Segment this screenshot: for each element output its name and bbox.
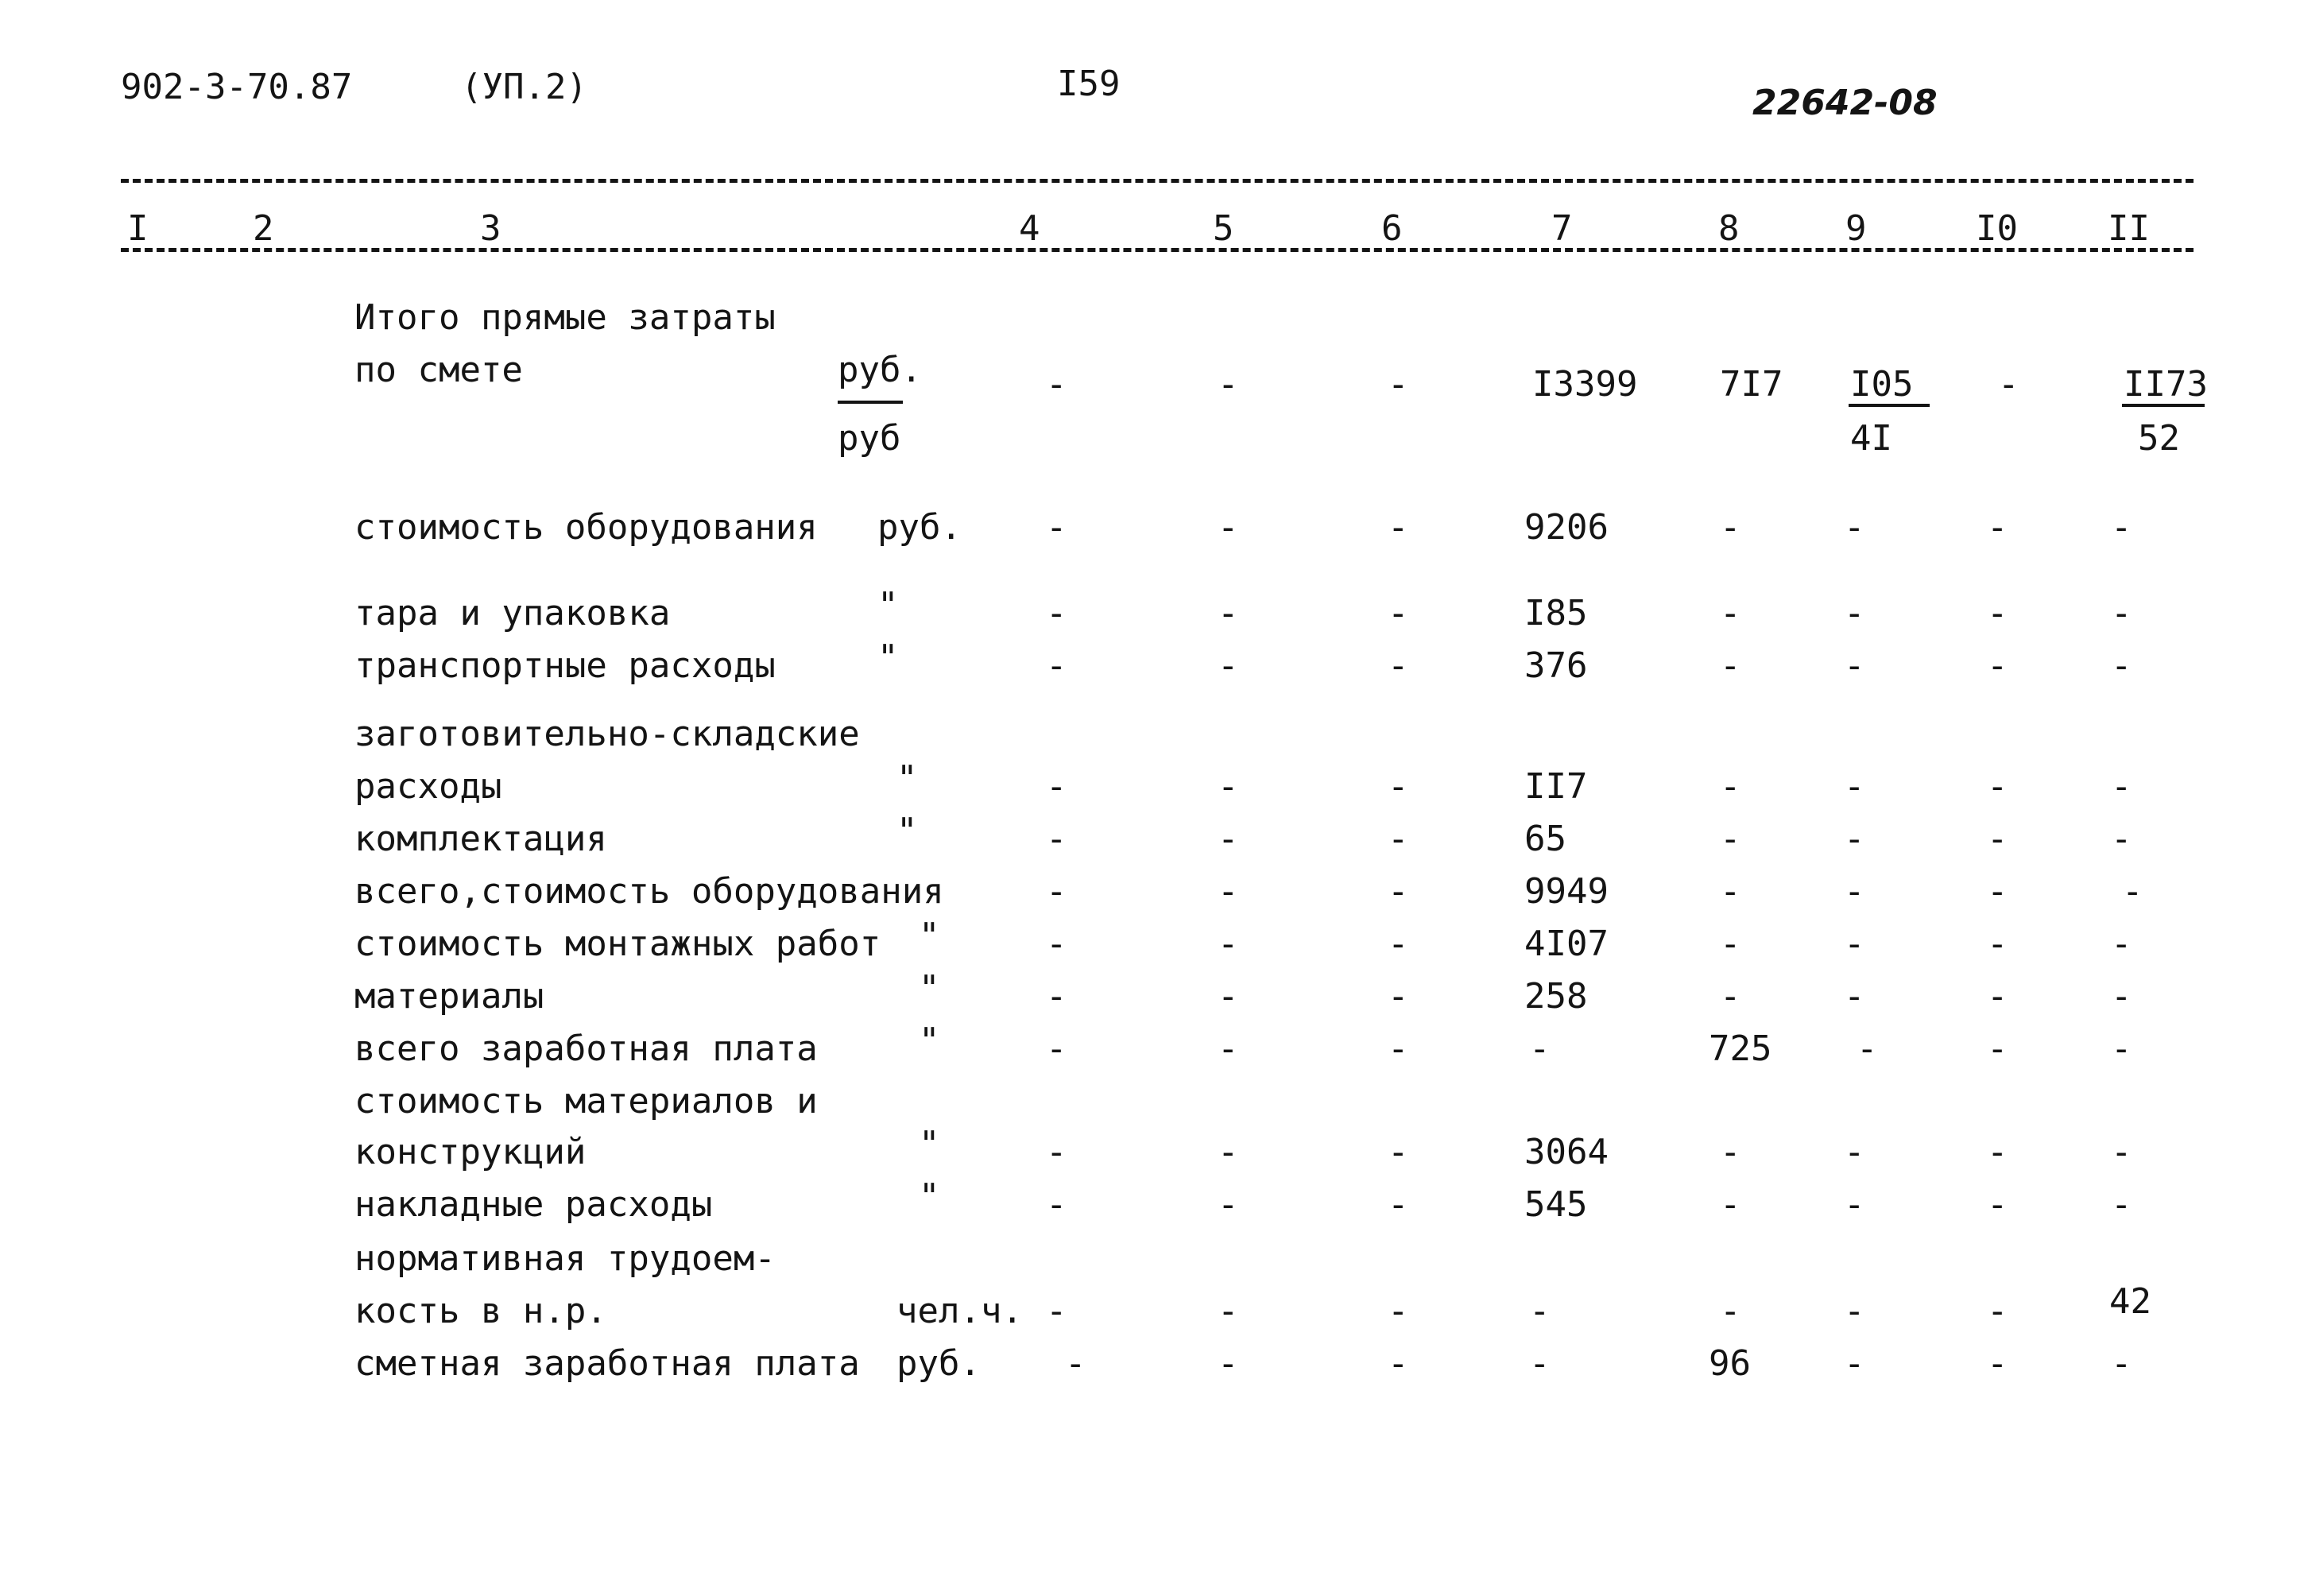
row-unit: руб. — [896, 1343, 981, 1384]
cell-col10: - — [1987, 1028, 2008, 1069]
row-unit: чел.ч. — [896, 1291, 1023, 1331]
cell-col8: - — [1720, 645, 1741, 686]
cell-col9: - — [1844, 507, 1865, 548]
cell-col10: - — [1987, 1343, 2008, 1384]
cell-col5: - — [1218, 871, 1239, 912]
cell-col6: - — [1388, 593, 1409, 633]
cell-col8: - — [1720, 1184, 1741, 1225]
row-label: нормативная трудоем- — [354, 1238, 776, 1279]
cell-col8: - — [1720, 593, 1741, 633]
cell-col11: 42 — [2109, 1281, 2151, 1322]
cell-col6: - — [1388, 819, 1409, 859]
cell-col10: - — [1987, 766, 2008, 807]
row-label: накладные расходы — [354, 1184, 713, 1225]
cell-col10: - — [1987, 1132, 2008, 1172]
cell-col8: 96 — [1709, 1343, 1751, 1384]
row-label: сметная заработная плата — [354, 1343, 860, 1384]
cell-col4: - — [1046, 645, 1067, 686]
cell-col9: - — [1844, 924, 1865, 964]
row-label: расходы — [354, 766, 502, 807]
cell-col8: 725 — [1709, 1028, 1772, 1069]
row-label: конструкций — [354, 1132, 587, 1172]
cell-col8: - — [1720, 1291, 1741, 1331]
row-label: стоимость материалов и — [354, 1081, 818, 1121]
cell-col9: - — [1844, 766, 1865, 807]
cell-col8: - — [1720, 819, 1741, 859]
cell-col7: - — [1529, 1028, 1551, 1069]
cell-col7: II7 — [1524, 766, 1588, 807]
cell-col7: 65 — [1524, 819, 1566, 859]
cell-col7: 3064 — [1524, 1132, 1609, 1172]
col-header-6: 6 — [1381, 208, 1403, 249]
cell-col5: - — [1218, 766, 1239, 807]
cell-col4: - — [1046, 766, 1067, 807]
row-label: транспортные расходы — [354, 645, 776, 686]
cell-col9: - — [1844, 976, 1865, 1017]
cell-col6: - — [1388, 871, 1409, 912]
col-header-8: 8 — [1718, 208, 1740, 249]
cell-col5: - — [1218, 1184, 1239, 1225]
cell-col9: - — [1844, 1343, 1865, 1384]
cell-col5: - — [1218, 1028, 1239, 1069]
cell-col6: - — [1388, 1132, 1409, 1172]
row-unit: руб. — [877, 507, 962, 548]
row-label: всего,стоимость оборудования — [354, 871, 944, 912]
row-label: стоимость оборудования — [354, 507, 818, 548]
cell-col5: - — [1218, 819, 1239, 859]
cell-col7: 376 — [1524, 645, 1588, 686]
row-unit: " — [919, 1176, 940, 1217]
cell-col6: - — [1388, 1028, 1409, 1069]
col-header-7: 7 — [1551, 208, 1573, 249]
cell-col5: - — [1218, 1291, 1239, 1331]
row-label: тара и упаковка — [354, 593, 671, 633]
album-label: (УП.2) — [461, 67, 587, 107]
cell-col6: - — [1388, 766, 1409, 807]
cell-col11: II73 — [2124, 364, 2208, 405]
cell-col6: - — [1388, 1343, 1409, 1384]
cell-col10: - — [1998, 364, 2019, 405]
cell-col6: - — [1388, 1291, 1409, 1331]
cell-col4: - — [1046, 1291, 1067, 1331]
cell-col11: - — [2111, 1184, 2132, 1225]
cell-col10: - — [1987, 1184, 2008, 1225]
cell-col7: - — [1529, 1343, 1551, 1384]
cell-col8: - — [1720, 507, 1741, 548]
cell-col5: - — [1218, 1343, 1239, 1384]
cell-col4: - — [1046, 1028, 1067, 1069]
cell-col7: I85 — [1524, 593, 1588, 633]
cell-col11: - — [2111, 593, 2132, 633]
cell-col9: - — [1844, 871, 1865, 912]
cell-col4: - — [1046, 1184, 1067, 1225]
cell-col8: - — [1720, 766, 1741, 807]
row-unit: " — [896, 811, 918, 851]
cell-col7: - — [1529, 1291, 1551, 1331]
cell-col9: - — [1844, 1184, 1865, 1225]
cell-col9: - — [1844, 819, 1865, 859]
cell-col11: - — [2122, 871, 2143, 912]
cell-col11: - — [2111, 1343, 2132, 1384]
row-label: комплектация — [354, 819, 607, 859]
cell-col9: I05 — [1850, 364, 1914, 405]
col-header-4: 4 — [1019, 208, 1040, 249]
cell-col9: - — [1844, 593, 1865, 633]
page-number: I59 — [1057, 64, 1121, 104]
row-label: стоимость монтажных работ — [354, 924, 881, 964]
cell-col7: 258 — [1524, 976, 1588, 1017]
cell-col5: - — [1218, 1132, 1239, 1172]
row-label: Итого прямые затраты — [354, 297, 776, 338]
row-unit: " — [877, 585, 899, 626]
cell-col6: - — [1388, 645, 1409, 686]
cell-col8: 7I7 — [1720, 364, 1783, 405]
row-unit: " — [877, 637, 899, 678]
col-header-11: II — [2108, 208, 2150, 249]
cell-col11: - — [2111, 766, 2132, 807]
cell-col10: - — [1987, 1291, 2008, 1331]
cell-col6: - — [1388, 924, 1409, 964]
cell-col11: - — [2111, 819, 2132, 859]
cell-col9-fraction-line — [1849, 404, 1930, 407]
col-header-10: I0 — [1976, 208, 2018, 249]
cell-col4: - — [1046, 871, 1067, 912]
cell-col11: - — [2111, 1028, 2132, 1069]
cell-col5: - — [1218, 507, 1239, 548]
cell-col7: 9206 — [1524, 507, 1609, 548]
cell-col4: - — [1065, 1343, 1086, 1384]
cell-col9: - — [1844, 1291, 1865, 1331]
cell-col6: - — [1388, 1184, 1409, 1225]
cell-col4: - — [1046, 819, 1067, 859]
row-label: всего заработная плата — [354, 1028, 818, 1069]
cell-col10: - — [1987, 871, 2008, 912]
cell-col10: - — [1987, 593, 2008, 633]
cell-col10: - — [1987, 924, 2008, 964]
cell-col5: - — [1218, 976, 1239, 1017]
cell-col10: - — [1987, 645, 2008, 686]
cell-col11: - — [2111, 1132, 2132, 1172]
cell-col9: - — [1857, 1028, 1878, 1069]
cell-col10: - — [1987, 976, 2008, 1017]
cell-col4: - — [1046, 1132, 1067, 1172]
cell-col6: - — [1388, 364, 1409, 405]
row-unit: " — [919, 916, 940, 956]
cell-col9-denominator: 4I — [1850, 418, 1892, 459]
cell-col8: - — [1720, 976, 1741, 1017]
row-unit: " — [919, 1021, 940, 1061]
cell-col11: - — [2111, 976, 2132, 1017]
cell-col4: - — [1046, 976, 1067, 1017]
unit-fraction-line — [838, 401, 903, 404]
cell-col7: 4I07 — [1524, 924, 1609, 964]
col-header-2: 2 — [253, 208, 274, 249]
cell-col4: - — [1046, 507, 1067, 548]
cell-col10: - — [1987, 507, 2008, 548]
table-header-rule — [121, 248, 2194, 252]
row-unit: руб. — [838, 350, 922, 390]
row-unit-denominator: руб — [838, 418, 901, 459]
cell-col11-fraction-line — [2122, 404, 2205, 407]
cell-col4: - — [1046, 593, 1067, 633]
col-header-9: 9 — [1845, 208, 1867, 249]
row-label: материалы — [354, 976, 544, 1017]
cell-col4: - — [1046, 364, 1067, 405]
cell-col8: - — [1720, 924, 1741, 964]
cell-col5: - — [1218, 593, 1239, 633]
row-unit: " — [919, 1124, 940, 1164]
row-label: кость в н.р. — [354, 1291, 607, 1331]
cell-col7: I3399 — [1532, 364, 1638, 405]
col-header-1: I — [127, 208, 149, 249]
cell-col11: - — [2111, 645, 2132, 686]
row-unit: " — [919, 968, 940, 1009]
cell-col6: - — [1388, 507, 1409, 548]
row-unit: " — [896, 758, 918, 799]
cell-col5: - — [1218, 364, 1239, 405]
document-code: 902-3-70.87 — [121, 67, 353, 107]
cell-col8: - — [1720, 1132, 1741, 1172]
cell-col6: - — [1388, 976, 1409, 1017]
row-label: заготовительно-складские — [354, 714, 860, 754]
cell-col7: 9949 — [1524, 871, 1609, 912]
row-label: по смете — [354, 350, 523, 390]
cell-col11-denominator: 52 — [2138, 418, 2180, 459]
cell-col9: - — [1844, 645, 1865, 686]
cell-col11: - — [2111, 507, 2132, 548]
cell-col9: - — [1844, 1132, 1865, 1172]
cell-col10: - — [1987, 819, 2008, 859]
cell-col7: 545 — [1524, 1184, 1588, 1225]
cell-col4: - — [1046, 924, 1067, 964]
cell-col5: - — [1218, 924, 1239, 964]
col-header-5: 5 — [1213, 208, 1234, 249]
cell-col5: - — [1218, 645, 1239, 686]
cell-col8: - — [1720, 871, 1741, 912]
stamp-number: 22642-08 — [1752, 83, 1938, 123]
col-header-3: 3 — [480, 208, 501, 249]
table-top-rule — [121, 179, 2194, 183]
cell-col11: - — [2111, 924, 2132, 964]
